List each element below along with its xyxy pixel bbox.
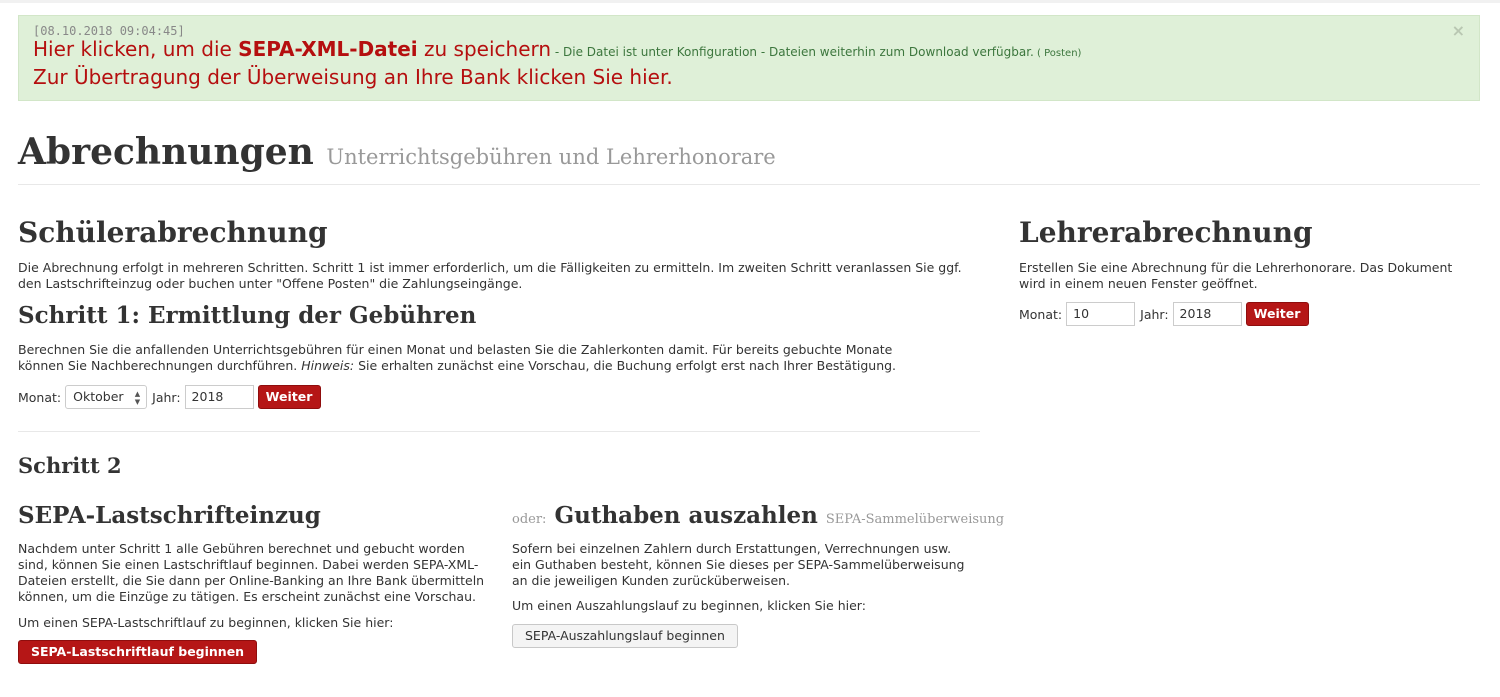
step-divider <box>18 431 980 432</box>
page-title <box>18 131 776 173</box>
teacher-form <box>1019 301 1309 327</box>
step1-text-b: Sie erhalten zunächst eine Vorschau, die Buchung erfolgt erst nach Ihrer Bestätigung. <box>354 358 897 373</box>
student-billing-title: Schülerabrechnung <box>18 216 328 249</box>
payout-prompt: Um einen Auszahlungslauf zu beginnen, klicken Sie hier: <box>512 598 866 613</box>
month-select-value: Oktober <box>73 389 124 404</box>
payout-start-button[interactable]: SEPA-Auszahlungslauf beginnen <box>512 624 738 648</box>
sepa-debit-title: SEPA-Lastschrifteinzug <box>18 502 321 529</box>
month-label: Monat: <box>18 389 62 405</box>
or-label: oder: <box>512 512 547 527</box>
alert-line1-bold: SEPA-XML-Datei <box>238 37 418 61</box>
step1-continue-button[interactable]: Weiter <box>258 385 321 409</box>
sepa-debit-text: Nachdem unter Schritt 1 alle Gebühren berechnet und gebucht worden sind, können Sie einen Lastschriftlauf beginnen. Dabei werden SEPA-XML-Dateien erstellt, die Sie dann per Online-Banking an Ihre Bank übermitteln können, um die Einzüge zu tätigen. Es erscheint zunächst eine Vorschau. <box>18 541 485 604</box>
teacher-month-input[interactable]: 10 <box>1066 302 1135 326</box>
sepa-debit-start-button[interactable]: SEPA-Lastschriftlauf beginnen <box>18 640 257 664</box>
step1-description <box>18 342 938 374</box>
alert-line1-suffix: zu speichern <box>417 37 552 61</box>
payout-text: Sofern bei einzelnen Zahlern durch Erstattungen, Verrechnungen usw. ein Guthaben besteht, können Sie dieses per SEPA-Sammelüberweisung an die jeweiligen Kunden zurücküberweisen. <box>512 541 965 588</box>
payout-subtitle: SEPA-Sammelüberweisung <box>825 512 1005 527</box>
year-input[interactable]: 2018 <box>185 385 254 409</box>
success-alert <box>18 15 1480 101</box>
alert-line1-note: - Die Datei ist unter Konfiguration - Dateien weiterhin zum Download verfügbar. <box>551 45 1034 59</box>
step1-title: Schritt 1: Ermittlung der Gebühren <box>18 302 477 329</box>
page-subtitle: Unterrichtsgebühren und Lehrerhonorare <box>326 145 776 169</box>
teacher-year-label: Jahr: <box>1140 306 1169 322</box>
teacher-month-label: Monat: <box>1019 306 1063 322</box>
teacher-continue-button[interactable]: Weiter <box>1246 302 1309 326</box>
teacher-billing-text: Erstellen Sie eine Abrechnung für die Lehrerhonorare. Das Dokument wird in einem neuen Fenster geöffnet. <box>1019 260 1453 291</box>
year-label: Jahr: <box>152 389 181 405</box>
close-icon[interactable]: × <box>1451 21 1465 40</box>
top-border <box>0 0 1500 3</box>
sepa-debit-prompt: Um einen SEPA-Lastschriftlauf zu beginnen, klicken Sie hier: <box>18 615 394 630</box>
alert-line1-prefix: Hier klicken, um die <box>33 37 239 61</box>
divider <box>18 184 1480 185</box>
page-title-text: Abrechnungen <box>18 131 314 173</box>
alert-timestamp: [08.10.2018 09:04:45] <box>33 24 185 38</box>
step1-text-a: Berechnen Sie die anfallenden Unterrichtsgebühren für einen Monat und belasten Sie die Zahlerkonten damit. Für bereits gebuchte Monate können Sie Nachberechnungen durchführen. <box>18 342 893 373</box>
step1-hint-label: Hinweis: <box>301 358 355 373</box>
alert-download-link[interactable] <box>33 37 1081 61</box>
teacher-billing-title: Lehrerabrechnung <box>1019 216 1313 249</box>
alert-transfer-link[interactable]: Zur Übertragung der Überweisung an Ihre Bank klicken Sie hier. <box>33 65 673 89</box>
step1-form <box>18 384 321 410</box>
student-billing-intro: Die Abrechnung erfolgt in mehreren Schritten. Schritt 1 ist immer erforderlich, um die Fälligkeiten zu ermitteln. Im zweiten Schritt veranlassen Sie ggf. den Lastschrifteinzug oder buchen unter "Offene Posten" die Zahlungseingänge. <box>18 260 962 291</box>
alert-posten-link[interactable]: ( Posten) <box>1033 48 1082 59</box>
payout-title: Guthaben auszahlen <box>554 502 818 529</box>
payout-heading <box>512 502 1004 529</box>
select-arrows-icon: ▲ ▼ <box>134 390 141 406</box>
teacher-year-input[interactable]: 2018 <box>1173 302 1242 326</box>
month-select[interactable] <box>65 385 147 409</box>
step2-title: Schritt 2 <box>18 453 122 478</box>
